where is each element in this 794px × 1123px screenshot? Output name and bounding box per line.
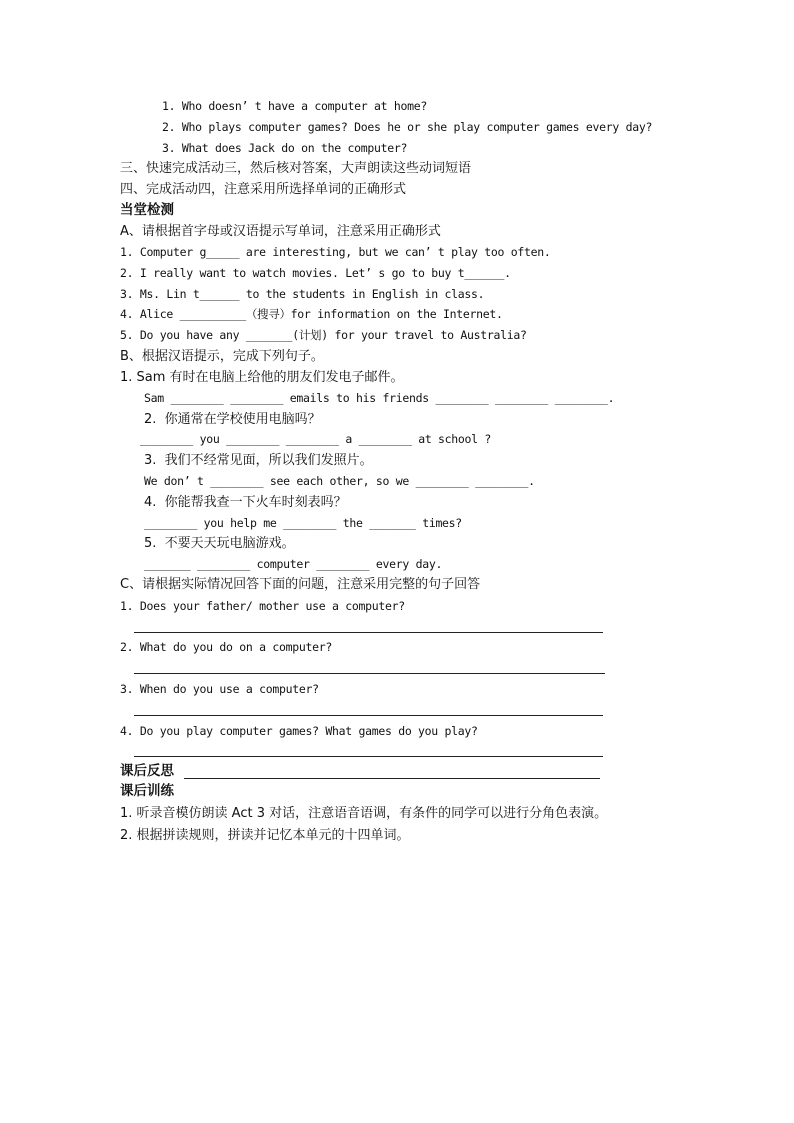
section-a-item-2: 2. I really want to watch movies. Let’ s go to buy t______. <box>120 266 511 280</box>
step-three: 三、快速完成活动三，然后核对答案，大声朗读这些动词短语 <box>120 161 472 176</box>
section-c-title: C、请根据实际情况回答下面的问题，注意采用完整的句子回答 <box>120 577 481 592</box>
section-c-question-4: 4. Do you play computer games? What games do you play? <box>120 724 478 738</box>
question-1: 1. Who doesn’ t have a computer at home? <box>162 99 427 113</box>
training-item-1: 1. 听录音模仿朗读 Act 3 对话，注意语音语调，有条件的同学可以进行分角色表演。 <box>120 806 608 821</box>
section-c-question-1: 1. Does your father/ mother use a computer? <box>120 599 405 613</box>
answer-line-3[interactable] <box>134 715 603 716</box>
section-b-item-5-prompt: 5. 不要天天玩电脑游戏。 <box>144 536 295 551</box>
section-a-item-3: 3. Ms. Lin t______ to the students in English in class. <box>120 287 485 301</box>
section-a-item-4: 4. Alice __________（搜寻）for information on the Internet. <box>120 307 503 321</box>
section-b-item-5-blanks: _______ ________ computer ________ every day. <box>144 557 443 571</box>
question-2: 2. Who plays computer games? Does he or she play computer games every day? <box>162 120 653 134</box>
reflection-heading: 课后反思 <box>120 763 174 779</box>
section-b-item-3-blanks: We don’ t ________ see each other, so we ________ ________. <box>144 474 535 488</box>
training-heading: 课后训练 <box>120 783 174 799</box>
section-b-item-1-blanks: Sam ________ ________ emails to his friends ________ ________ ________. <box>144 391 615 405</box>
section-b-item-4-blanks: ________ you help me ________ the _______ times? <box>144 516 462 530</box>
section-b-item-1-prompt: 1. Sam 有时在电脑上给他的朋友们发电子邮件。 <box>120 370 404 385</box>
answer-line-4[interactable] <box>134 756 603 757</box>
training-item-2: 2. 根据拼读规则，拼读并记忆本单元的十四单词。 <box>120 828 410 843</box>
section-a-item-5: 5. Do you have any _______(计划) for your travel to Australia? <box>120 328 527 342</box>
question-3: 3. What does Jack do on the computer? <box>162 141 408 155</box>
answer-line-1[interactable] <box>134 632 603 633</box>
section-b-item-2-prompt: 2. 你通常在学校使用电脑吗？ <box>144 412 321 427</box>
section-b-item-3-prompt: 3. 我们不经常见面，所以我们发照片。 <box>144 453 373 468</box>
answer-line-2[interactable] <box>134 673 605 674</box>
step-four: 四、完成活动四，注意采用所选择单词的正确形式 <box>120 182 407 197</box>
reflection-line[interactable] <box>184 778 600 779</box>
section-a-title: A、请根据首字母或汉语提示写单词，注意采用正确形式 <box>120 224 441 239</box>
section-b-item-4-prompt: 4. 你能帮我查一下火车时刻表吗？ <box>144 495 347 510</box>
section-a-item-1: 1. Computer g_____ are interesting, but we can’ t play too often. <box>120 245 551 259</box>
section-c-question-3: 3. When do you use a computer? <box>120 682 319 696</box>
check-heading: 当堂检测 <box>120 202 174 218</box>
section-b-item-2-blanks: ________ you ________ ________ a ________ at school ? <box>140 432 492 446</box>
section-c-question-2: 2. What do you do on a computer? <box>120 640 332 654</box>
section-b-title: B、根据汉语提示，完成下列句子。 <box>120 349 324 364</box>
